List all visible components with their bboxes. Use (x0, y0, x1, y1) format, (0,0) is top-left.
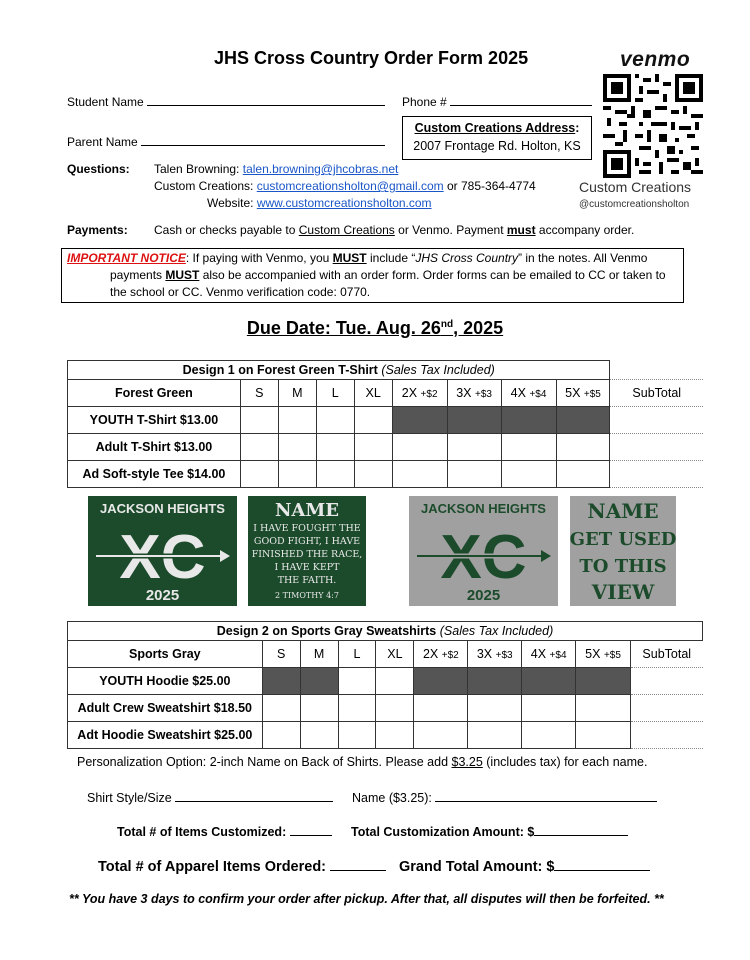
qty-cell[interactable] (576, 695, 631, 722)
design-2-tax-note: (Sales Tax Included) (439, 624, 554, 638)
design-2-row-label: YOUTH Hoodie $25.00 (68, 668, 263, 695)
qty-cell[interactable] (414, 722, 468, 749)
size-header: XL (354, 380, 392, 407)
qty-cell[interactable] (316, 434, 354, 461)
notice-label: IMPORTANT NOTICE (67, 251, 186, 265)
name-label: Name ($3.25): (352, 791, 432, 805)
due-date-label: Due Date: Tue. Aug. 26 (246, 318, 441, 338)
size-header: L (316, 380, 354, 407)
contact-2-email-link[interactable]: customcreationsholton@gmail.com (256, 179, 444, 193)
size-header-plus (468, 641, 522, 668)
address-box (402, 116, 592, 160)
qty-cell[interactable] (501, 434, 556, 461)
notice-text-1a: : If paying with Venmo, you (185, 251, 333, 265)
payments-text-c: accompany order. (538, 223, 635, 237)
unavailable-cell (262, 668, 300, 695)
qty-cell[interactable] (556, 461, 610, 488)
qty-cell[interactable] (468, 695, 522, 722)
customization-amount-field[interactable] (351, 823, 628, 839)
get-used-graphic (570, 496, 676, 606)
notice-quote: JHS Cross Country (415, 251, 519, 265)
address-colon: : (575, 121, 580, 135)
design-1-row-label: Adult T-Shirt $13.00 (68, 434, 241, 461)
contact-2-name: Custom Creations: (154, 179, 254, 193)
notice-text-3: the school or CC. Venmo verification code: 0770. (110, 285, 371, 299)
qty-cell[interactable] (376, 695, 414, 722)
plus-size-price: +$4 (549, 650, 567, 661)
plus-size: 3X (476, 647, 493, 661)
customization-amount-label: Total Customization Amount: $ (351, 825, 535, 839)
parent-name-field[interactable] (67, 133, 385, 149)
plus-size-price: +$3 (495, 650, 513, 661)
design-2-front-graphic (409, 496, 558, 606)
important-notice-box (61, 248, 684, 303)
unavailable-cell (392, 407, 447, 434)
unavailable-cell (414, 668, 468, 695)
size-header-plus (501, 380, 556, 407)
shirt-style-field[interactable] (87, 789, 333, 805)
xc-logo-graphic (88, 496, 237, 606)
size-header: M (278, 380, 316, 407)
qty-cell[interactable] (392, 461, 447, 488)
design-2-title: Design 2 on Sports Gray Sweatshirts (216, 624, 437, 638)
apparel-items-label: Total # of Apparel Items Ordered: (98, 859, 327, 875)
payments-must: must (506, 223, 536, 237)
plus-size: 2X (422, 647, 439, 661)
contact-2 (154, 179, 536, 193)
venmo-qr-code (603, 74, 703, 178)
plus-size: 2X (401, 386, 418, 400)
unavailable-cell (468, 668, 522, 695)
qty-cell[interactable] (316, 461, 354, 488)
xc-text: XC (440, 523, 527, 592)
subtotal-header: SubTotal (610, 380, 703, 407)
size-header-plus (576, 641, 631, 668)
design-1-back-graphic (248, 496, 366, 606)
design-1-caption (68, 361, 610, 380)
subtotal-cell[interactable] (631, 668, 703, 695)
qty-cell[interactable] (300, 695, 338, 722)
personalization-text (77, 755, 647, 769)
qty-cell[interactable] (278, 407, 316, 434)
payments-label: Payments: (67, 223, 128, 237)
notice-text-2b: also be accompanied with an order form. Order forms can be emailed to CC or taken to (199, 268, 666, 282)
contact-1-name: Talen Browning: (154, 162, 240, 176)
student-name-line[interactable] (147, 93, 385, 106)
apparel-items-line[interactable] (330, 858, 386, 871)
verse-line: I HAVE FOUGHT THE (253, 523, 361, 534)
school-name-text: JACKSON HEIGHTS (100, 501, 225, 516)
notice-text-2a: payments (110, 268, 166, 282)
qty-cell[interactable] (468, 722, 522, 749)
brand-handle: @customcreationsholton (579, 199, 690, 210)
verse-graphic (248, 496, 366, 606)
plus-size: 5X (565, 386, 581, 400)
plus-size-price: +$5 (603, 650, 621, 661)
plus-size-price: +$2 (441, 650, 459, 661)
due-date-year: , 2025 (453, 318, 504, 338)
school-name-text: JACKSON HEIGHTS (421, 501, 546, 516)
apparel-items-field[interactable] (98, 858, 386, 875)
verse-line: GOOD FIGHT, I HAVE (253, 536, 361, 547)
phone-field[interactable] (402, 93, 592, 109)
payments-text-a: Cash or checks payable to (154, 223, 296, 237)
brand-name: Custom Creations (579, 179, 692, 195)
design-1-row-label: YOUTH T-Shirt $13.00 (68, 407, 241, 434)
subtotal-header: SubTotal (631, 641, 703, 668)
qty-cell[interactable] (262, 695, 300, 722)
notice-text-1c: ” in the notes. All Venmo (518, 251, 648, 265)
design-2-row-label: Adt Hoodie Sweatshirt $25.00 (68, 722, 263, 749)
qty-cell[interactable] (576, 722, 631, 749)
qty-cell[interactable] (447, 461, 501, 488)
unavailable-cell (556, 407, 610, 434)
address-line: 2007 Frontage Rd. Holton, KS (413, 139, 581, 153)
form-title: JHS Cross Country Order Form 2025 (214, 48, 529, 68)
unavailable-cell (576, 668, 631, 695)
items-customized-field[interactable] (117, 823, 332, 839)
contact-2-phone: or 785-364-4774 (447, 179, 536, 193)
unavailable-cell (522, 668, 576, 695)
design-2-row-label: Adult Crew Sweatshirt $18.50 (68, 695, 263, 722)
qty-cell[interactable] (240, 434, 278, 461)
size-header: L (338, 641, 376, 668)
personalization-text-a: Personalization Option: 2-inch Name on Back of Shirts. Please add (77, 755, 452, 769)
qty-cell[interactable] (522, 695, 576, 722)
plus-size: 4X (510, 386, 526, 400)
questions-label: Questions: (67, 162, 130, 176)
qty-cell[interactable] (354, 434, 392, 461)
design-2-back-graphic (570, 496, 676, 606)
qty-cell[interactable] (522, 722, 576, 749)
size-header-plus (447, 380, 501, 407)
subtotal-cell[interactable] (610, 407, 703, 434)
website-row (207, 196, 432, 210)
website-label: Website: (207, 196, 254, 210)
design-1-tax-note: (Sales Tax Included) (381, 363, 495, 377)
design-1-title: Design 1 on Forest Green T-Shirt (182, 363, 378, 377)
plus-size-price: +$2 (420, 389, 438, 400)
gray-back-line: VIEW (591, 580, 655, 604)
verse-line: THE FAITH. (277, 575, 337, 586)
payments-text-b: or Venmo. Payment (398, 223, 504, 237)
venmo-logo: venmo (620, 48, 691, 71)
qty-cell[interactable] (376, 668, 414, 695)
grand-total-label: Grand Total Amount: $ (399, 859, 555, 875)
customization-amount-line[interactable] (534, 823, 628, 836)
qty-cell[interactable] (338, 668, 376, 695)
qty-cell[interactable] (501, 461, 556, 488)
qty-cell[interactable] (278, 434, 316, 461)
size-header: M (300, 641, 338, 668)
personalization-price: $3.25 (451, 755, 483, 769)
plus-size-price: +$4 (529, 389, 547, 400)
unavailable-cell (447, 407, 501, 434)
gray-back-line: TO THIS (579, 556, 667, 577)
unavailable-cell (300, 668, 338, 695)
plus-size-price: +$5 (583, 389, 601, 400)
design-1-row-label: Ad Soft-style Tee $14.00 (68, 461, 241, 488)
design-1-table (67, 360, 703, 488)
subtotal-cell[interactable] (631, 722, 703, 749)
verse-reference: 2 TIMOTHY 4:7 (275, 591, 339, 600)
size-header-plus (522, 641, 576, 668)
phone-line[interactable] (450, 93, 592, 106)
name-field[interactable] (352, 789, 657, 805)
size-header-plus (556, 380, 610, 407)
contact-1-email-link[interactable]: talen.browning@jhcobras.net (242, 162, 399, 176)
xc-logo-graphic-gray (409, 496, 558, 606)
contact-1 (154, 162, 398, 176)
student-name-field[interactable] (67, 93, 385, 109)
design-1-front-graphic (88, 496, 237, 606)
qty-cell[interactable] (447, 434, 501, 461)
plus-size: 4X (530, 647, 547, 661)
gray-back-line: NAME (587, 499, 659, 523)
plus-size-price: +$3 (475, 389, 492, 400)
parent-name-line[interactable] (141, 133, 385, 146)
xc-text: XC (119, 523, 206, 592)
qty-cell[interactable] (316, 407, 354, 434)
grand-total-field[interactable] (399, 858, 650, 875)
phone-label: Phone # (402, 95, 447, 109)
year-text: 2025 (145, 587, 180, 604)
size-header: XL (376, 641, 414, 668)
qty-cell[interactable] (338, 722, 376, 749)
footer-note: ** You have 3 days to confirm your order after pickup. After that, all disputes will then be forfeited. ** (69, 892, 664, 906)
size-header-plus (414, 641, 468, 668)
subtotal-cell[interactable] (610, 461, 703, 488)
name-line[interactable] (435, 789, 657, 802)
qty-cell[interactable] (240, 407, 278, 434)
qty-cell[interactable] (354, 461, 392, 488)
design-2-table (67, 621, 703, 749)
student-name-label: Student Name (67, 95, 144, 109)
qty-cell[interactable] (392, 434, 447, 461)
verse-line: FINISHED THE RACE, (251, 549, 363, 560)
payments-payee: Custom Creations (298, 223, 395, 237)
notice-must-2: MUST (165, 268, 200, 282)
design-1-color: Forest Green (68, 380, 241, 407)
qty-cell[interactable] (556, 434, 610, 461)
plus-size: 5X (585, 647, 601, 661)
qty-cell[interactable] (300, 722, 338, 749)
grand-total-line[interactable] (554, 858, 650, 871)
personalization-text-b: (includes tax) for each name. (482, 755, 648, 769)
qty-cell[interactable] (240, 461, 278, 488)
verse-line: I HAVE KEPT (274, 562, 340, 573)
notice-must-1: MUST (332, 251, 367, 265)
shirt-style-label: Shirt Style/Size (87, 791, 172, 805)
subtotal-cell[interactable] (631, 695, 703, 722)
gray-back-line: GET USED (570, 529, 676, 550)
qty-cell[interactable] (376, 722, 414, 749)
due-date-sup: nd (440, 319, 454, 330)
design-2-caption (68, 622, 703, 641)
year-text: 2025 (466, 587, 501, 604)
qty-cell[interactable] (262, 722, 300, 749)
back-name-text: NAME (274, 500, 340, 521)
payments-text (154, 223, 634, 237)
qty-cell[interactable] (354, 407, 392, 434)
size-header: S (240, 380, 278, 407)
shirt-style-line[interactable] (175, 789, 333, 802)
unavailable-cell (501, 407, 556, 434)
due-date (0, 318, 750, 339)
parent-name-label: Parent Name (67, 135, 138, 149)
qty-cell[interactable] (338, 695, 376, 722)
notice-text-1b: include “ (366, 251, 416, 265)
size-header: S (262, 641, 300, 668)
subtotal-cell[interactable] (610, 434, 703, 461)
size-header-plus (392, 380, 447, 407)
design-2-color: Sports Gray (68, 641, 263, 668)
website-link[interactable]: www.customcreationsholton.com (256, 196, 432, 210)
plus-size: 3X (456, 386, 472, 400)
items-customized-label: Total # of Items Customized: (117, 825, 287, 839)
items-customized-line[interactable] (290, 823, 332, 836)
qty-cell[interactable] (414, 695, 468, 722)
qty-cell[interactable] (278, 461, 316, 488)
address-label: Custom Creations Address (414, 121, 576, 135)
